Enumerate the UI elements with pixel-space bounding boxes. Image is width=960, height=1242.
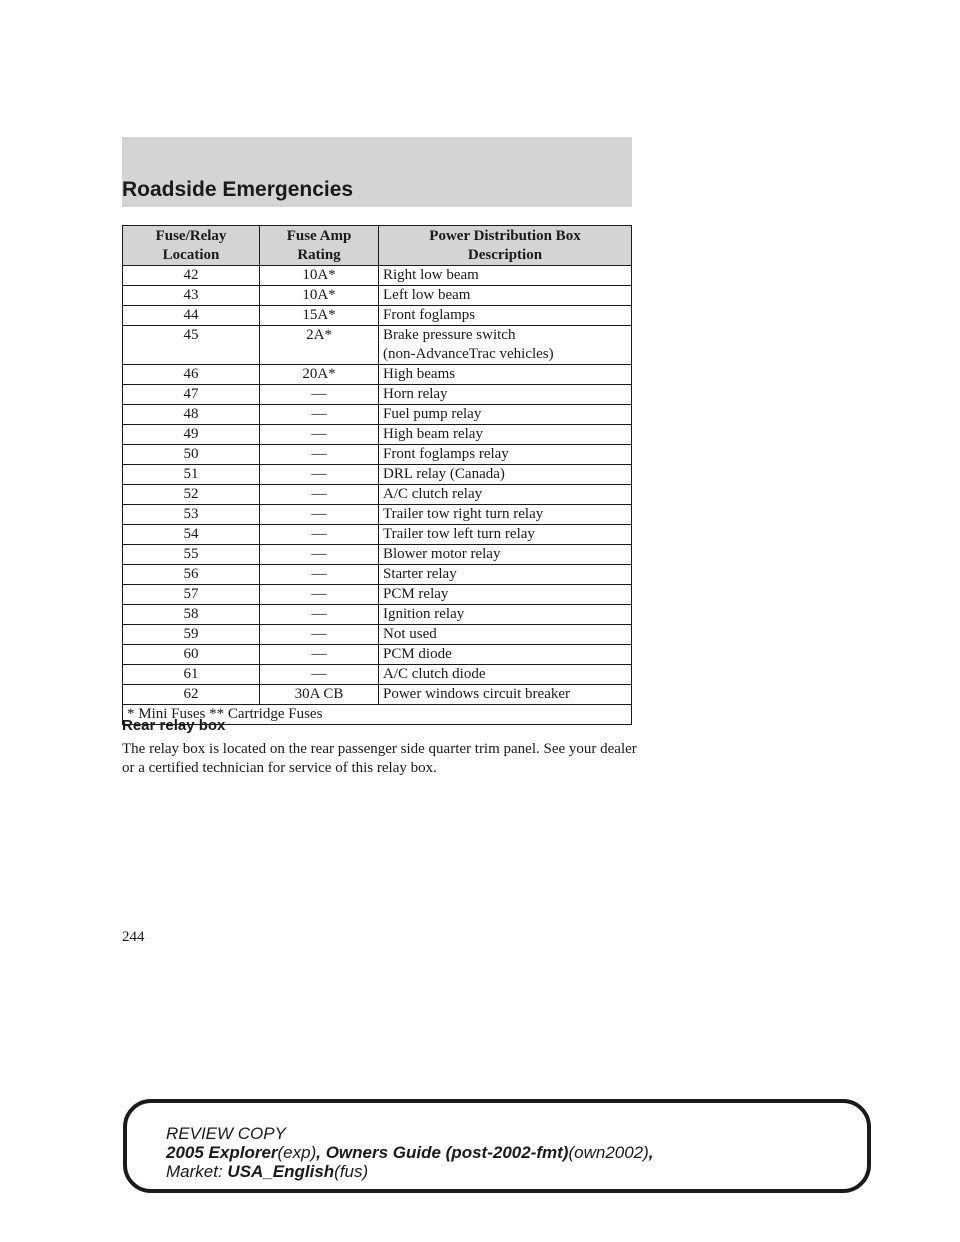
column-header-rating: Fuse Amp Rating (260, 226, 379, 266)
description-line: Blower motor relay (383, 546, 501, 562)
cell-location: 45 (123, 326, 260, 365)
description-line: Power windows circuit breaker (383, 686, 571, 702)
review-copy-label: REVIEW COPY (166, 1124, 286, 1143)
table-row (123, 565, 632, 585)
cell-rating: — (260, 645, 379, 665)
description-line: Starter relay (383, 566, 457, 582)
description-line: Brake pressure switch (383, 327, 516, 343)
cell-description (379, 306, 632, 326)
cell-location: 61 (123, 665, 260, 685)
cell-rating: 15A* (260, 306, 379, 326)
table-row (123, 605, 632, 625)
cell-description (379, 425, 632, 445)
table-header-row (123, 226, 632, 266)
cell-rating: — (260, 625, 379, 645)
cell-location: 54 (123, 525, 260, 545)
review-market-line: Market: USA_English(fus) (166, 1162, 369, 1181)
table-row (123, 425, 632, 445)
description-line: Not used (383, 626, 437, 642)
cell-rating: — (260, 385, 379, 405)
cell-description (379, 545, 632, 565)
cell-rating: — (260, 485, 379, 505)
description-line: Front foglamps relay (383, 446, 509, 462)
cell-location: 50 (123, 445, 260, 465)
column-header-description: Power Distribution Box Description (379, 226, 632, 266)
cell-description (379, 365, 632, 385)
cell-description (379, 525, 632, 545)
table-row (123, 405, 632, 425)
table-row (123, 485, 632, 505)
table-row (123, 665, 632, 685)
table-row (123, 625, 632, 645)
cell-rating: 2A* (260, 326, 379, 365)
cell-location: 46 (123, 365, 260, 385)
cell-description (379, 266, 632, 286)
cell-rating: — (260, 585, 379, 605)
cell-rating: 10A* (260, 266, 379, 286)
table-footnote: * Mini Fuses ** Cartridge Fuses (123, 705, 632, 725)
cell-rating: — (260, 505, 379, 525)
table-row (123, 385, 632, 405)
table-row (123, 645, 632, 665)
cell-rating: — (260, 465, 379, 485)
description-line: PCM diode (383, 646, 452, 662)
cell-description (379, 405, 632, 425)
cell-description (379, 605, 632, 625)
cell-description (379, 326, 632, 365)
cell-description (379, 665, 632, 685)
description-line: Trailer tow right turn relay (383, 506, 544, 522)
table-row (123, 365, 632, 385)
cell-description (379, 685, 632, 705)
table-body (123, 266, 632, 705)
section-body: The relay box is located on the rear passenger side quarter trim panel. See your dealer or a certified technician for service of this relay box. (122, 741, 637, 776)
cell-location: 47 (123, 385, 260, 405)
description-line: Right low beam (383, 267, 479, 283)
description-line: Fuel pump relay (383, 406, 482, 422)
cell-location: 49 (123, 425, 260, 445)
cell-description (379, 445, 632, 465)
cell-location: 57 (123, 585, 260, 605)
description-line: A/C clutch diode (383, 666, 486, 682)
cell-description (379, 505, 632, 525)
fuse-relay-table (122, 225, 632, 725)
description-line: High beams (383, 366, 456, 382)
table-row (123, 326, 632, 365)
table-row (123, 286, 632, 306)
cell-description (379, 385, 632, 405)
table-row (123, 465, 632, 485)
cell-location: 43 (123, 286, 260, 306)
table-row (123, 266, 632, 286)
cell-rating: — (260, 545, 379, 565)
table-row (123, 585, 632, 605)
table-row (123, 306, 632, 326)
description-line: (non-AdvanceTrac vehicles) (383, 346, 554, 362)
cell-location: 60 (123, 645, 260, 665)
table-row (123, 545, 632, 565)
description-line: High beam relay (383, 426, 483, 442)
cell-location: 42 (123, 266, 260, 286)
table-row (123, 525, 632, 545)
column-header-location: Fuse/Relay Location (123, 226, 260, 266)
cell-rating: 10A* (260, 286, 379, 306)
cell-location: 59 (123, 625, 260, 645)
cell-description (379, 645, 632, 665)
table-row (123, 445, 632, 465)
cell-rating: — (260, 445, 379, 465)
description-line: Front foglamps (383, 307, 476, 323)
cell-rating: — (260, 525, 379, 545)
description-line: DRL relay (Canada) (383, 466, 505, 482)
cell-description (379, 465, 632, 485)
cell-location: 56 (123, 565, 260, 585)
cell-description (379, 585, 632, 605)
cell-rating: — (260, 605, 379, 625)
description-line: Trailer tow left turn relay (383, 526, 535, 542)
cell-rating: — (260, 425, 379, 445)
cell-location: 48 (123, 405, 260, 425)
cell-rating: — (260, 565, 379, 585)
section-heading: Rear relay box (122, 717, 226, 734)
cell-rating: — (260, 405, 379, 425)
description-line: Left low beam (383, 287, 471, 303)
page-title: Roadside Emergencies (122, 178, 354, 201)
cell-location: 53 (123, 505, 260, 525)
review-copy-text (166, 1124, 654, 1181)
cell-location: 44 (123, 306, 260, 326)
cell-description (379, 625, 632, 645)
cell-location: 51 (123, 465, 260, 485)
description-line: Horn relay (383, 386, 448, 402)
description-line: A/C clutch relay (383, 486, 483, 502)
cell-description (379, 286, 632, 306)
cell-rating: 30A CB (260, 685, 379, 705)
cell-location: 55 (123, 545, 260, 565)
cell-description (379, 565, 632, 585)
cell-rating: — (260, 665, 379, 685)
page-number: 244 (122, 929, 145, 945)
review-model-line: 2005 Explorer(exp), Owners Guide (post-2002-fmt)(own2002), (166, 1143, 654, 1162)
cell-location: 58 (123, 605, 260, 625)
description-line: PCM relay (383, 586, 449, 602)
table-row (123, 505, 632, 525)
description-line: Ignition relay (383, 606, 465, 622)
table-row (123, 685, 632, 705)
cell-location: 62 (123, 685, 260, 705)
cell-rating: 20A* (260, 365, 379, 385)
cell-description (379, 485, 632, 505)
cell-location: 52 (123, 485, 260, 505)
